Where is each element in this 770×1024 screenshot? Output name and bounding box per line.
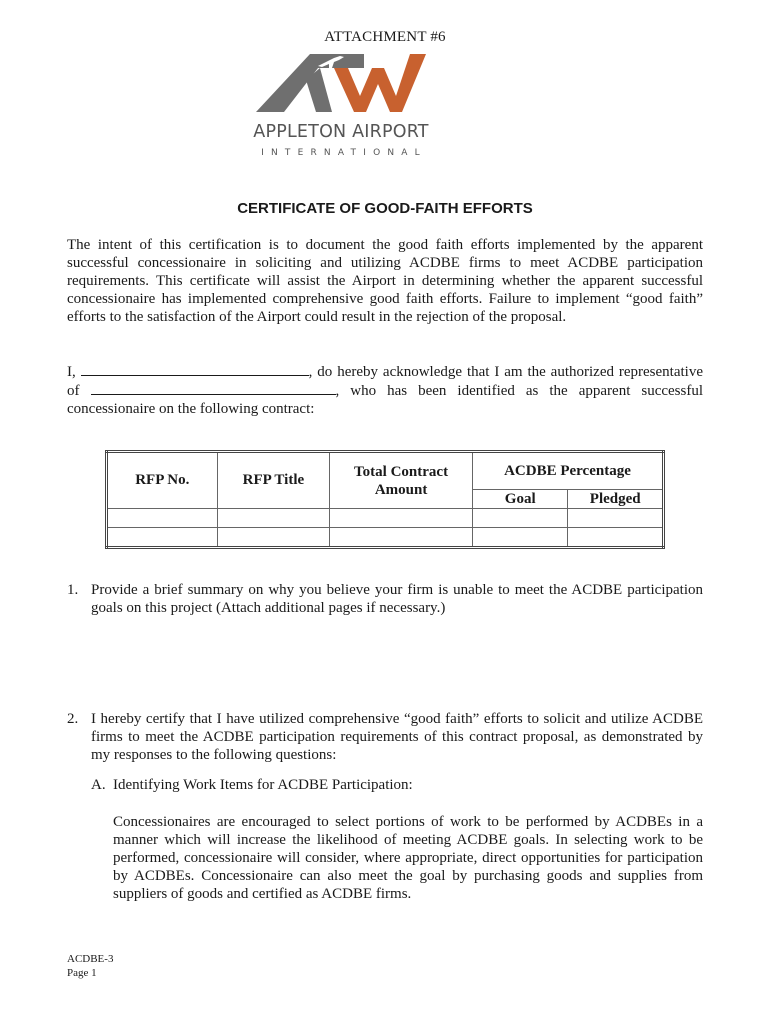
item-1-number: 1.: [67, 582, 79, 598]
airport-logo: [248, 40, 434, 168]
cell-rfp-title[interactable]: [217, 509, 330, 528]
document-title: CERTIFICATE OF GOOD-FAITH EFFORTS: [237, 200, 533, 217]
acknowledgement-paragraph: [67, 362, 703, 418]
logo-name: APPLETON AIRPORT: [253, 122, 429, 142]
cell-rfp-no[interactable]: [107, 528, 218, 548]
cell-total-amount[interactable]: [330, 509, 473, 528]
col-acdbe-percentage: ACDBE Percentage: [472, 452, 663, 490]
col-pledged: Pledged: [568, 490, 664, 509]
cell-total-amount[interactable]: [330, 528, 473, 548]
item-2-text: I hereby certify that I have utilized comprehensive “good faith” efforts to solicit and utilize ACDBE firms to meet the ACDBE participation requirements of this contract proposal, as demonstrated by my responses to the following questions:: [91, 711, 703, 763]
table-header-row: [107, 452, 664, 490]
sub-item-a: [91, 776, 703, 794]
logo-mark: [248, 40, 434, 120]
item-2-number: 2.: [67, 711, 79, 727]
ack-text-2: , who has been identified as the apparent successful: [335, 383, 704, 399]
contract-table: [105, 450, 665, 549]
acknowledgement-line-3: concessionaire on the following contract:: [67, 401, 315, 417]
col-rfp-no: RFP No.: [107, 452, 218, 509]
cell-rfp-no[interactable]: [107, 509, 218, 528]
ack-prefix-i: I,: [67, 364, 76, 380]
col-goal: Goal: [472, 490, 568, 509]
table-row: [107, 509, 664, 528]
item-2: [67, 710, 703, 764]
col-total-contract-amount: Total Contract Amount: [330, 452, 473, 509]
attachment-label: ATTACHMENT #6: [324, 29, 446, 45]
cell-goal[interactable]: [472, 509, 568, 528]
sub-item-a-paragraph: Concessionaires are encouraged to select portions of work to be performed by ACDBEs in a manner which will increase the likelihood of meeting ACDBE goals. In selecting work to be performed, concessionaire will consider, where appropriate, direct opportunities for participation by ACDBEs. Concessionaire can also meet the goal by purchasing goods and supplies from suppliers of goods and certified as ACDBE firms.: [113, 814, 703, 902]
sub-item-a-letter: A.: [91, 777, 106, 793]
cell-pledged[interactable]: [568, 528, 664, 548]
acknowledgement-line-1: [67, 362, 703, 381]
cell-goal[interactable]: [472, 528, 568, 548]
cell-pledged[interactable]: [568, 509, 664, 528]
intro-paragraph: The intent of this certification is to document the good faith efforts implemented by the apparent successful concessionaire in soliciting and utilizing ACDBE firms to meet ACDBE participation requirements. This certificate will assist the Airport in determining whether the apparent successful concessionaire has implemented comprehensive good faith efforts. Failure to implement “good faith” efforts to the satisfaction of the Airport could result in the rejection of the proposal.: [67, 237, 703, 325]
col-rfp-title: RFP Title: [217, 452, 330, 509]
representative-name-field[interactable]: [81, 362, 309, 376]
page-footer: [67, 952, 113, 980]
item-1-text: Provide a brief summary on why you believe your firm is unable to meet the ACDBE participation goals on this project (Attach additional pages if necessary.): [91, 582, 703, 616]
table-row: [107, 528, 664, 548]
cell-rfp-title[interactable]: [217, 528, 330, 548]
ack-text-1: , do hereby acknowledge that I am the authorized representative: [308, 364, 703, 380]
company-name-field[interactable]: [91, 381, 336, 395]
item-1: [67, 581, 703, 617]
acknowledgement-line-2: [67, 381, 703, 400]
ack-prefix-of: of: [67, 383, 80, 399]
form-code: ACDBE-3: [67, 953, 114, 965]
logo-subtitle: INTERNATIONAL: [261, 148, 427, 158]
sub-item-a-title: Identifying Work Items for ACDBE Participation:: [113, 777, 413, 793]
page-number: Page 1: [67, 967, 97, 979]
